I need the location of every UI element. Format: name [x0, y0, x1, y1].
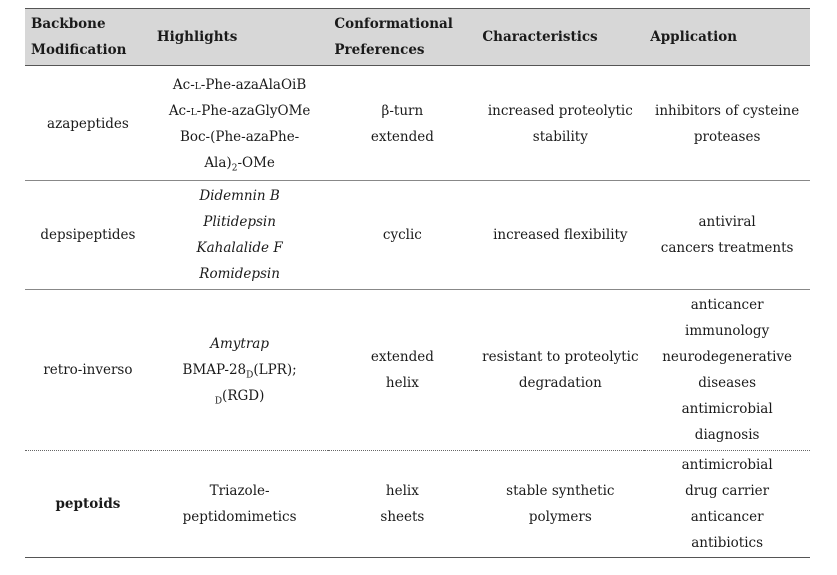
table-row [25, 66, 810, 181]
cell-characteristics: increased proteolytic stability [487, 103, 633, 145]
cell-characteristics: stable synthetic polymers [506, 483, 615, 525]
cell-highlights [151, 290, 328, 451]
highlight-item: BMAP-$28_D(LPR)$; [182, 362, 297, 381]
highlight-item: peptidomimetics [182, 509, 297, 525]
cell-conformation: helix sheets [380, 483, 425, 525]
header-backbone-modification: Backbone Modification [31, 16, 127, 58]
table-row [25, 290, 810, 451]
highlight-item: Triazole- [209, 483, 270, 499]
table-row [25, 451, 810, 558]
highlight-item: Ac-l-Phe-azaGlyOMe [168, 103, 311, 119]
highlight-item: Romidepsin [199, 266, 280, 282]
cell-conformation: β-turn extended [370, 103, 434, 145]
highlight-item: Kahalalide F [196, 240, 283, 256]
header-conformational-preferences: Conformational Preferences [334, 16, 453, 58]
cell-highlights [151, 451, 328, 558]
highlight-item: Boc-(Phe-azaPhe- [179, 129, 300, 145]
cell-conformation: extended helix [370, 349, 434, 391]
cell-conformation: cyclic [382, 227, 422, 243]
cell-application: antiviral cancers treatments [660, 214, 794, 256]
cell-highlights [151, 66, 328, 181]
cell-characteristics: resistant to proteolytic degradation [482, 349, 639, 391]
table-row [25, 181, 810, 290]
highlight-item: Ac-l-Phe-azaAlaOiB [172, 77, 307, 93]
cell-application: antimicrobial drug carrier anticancer antibiotics [681, 457, 773, 551]
cell-characteristics: increased flexibility [493, 227, 628, 243]
highlight-item: Amytrap [210, 336, 269, 352]
highlight-item: $_D$(RGD) [214, 388, 265, 407]
header-highlights: Highlights [156, 29, 238, 45]
cell-highlights [151, 181, 328, 290]
cell-modification: peptoids [55, 496, 121, 512]
header-application: Application [650, 29, 738, 45]
cell-application: anticancer immunology neurodegenerative diseases antimicrobial diagnosis [662, 297, 793, 443]
cell-application: inhibitors of cysteine proteases [655, 103, 800, 145]
highlight-item: Plitidepsin [203, 214, 276, 230]
highlight-item: $Ala)_2$-OMe [204, 155, 275, 174]
cell-modification: azapeptides [47, 116, 129, 132]
header-characteristics: Characteristics [482, 29, 598, 45]
backbone-modification-table [25, 8, 810, 558]
cell-modification: depsipeptides [40, 227, 136, 243]
highlight-item: Didemnin B [199, 188, 280, 204]
cell-modification: retro-inverso [43, 362, 133, 378]
table-header-row [25, 9, 810, 66]
